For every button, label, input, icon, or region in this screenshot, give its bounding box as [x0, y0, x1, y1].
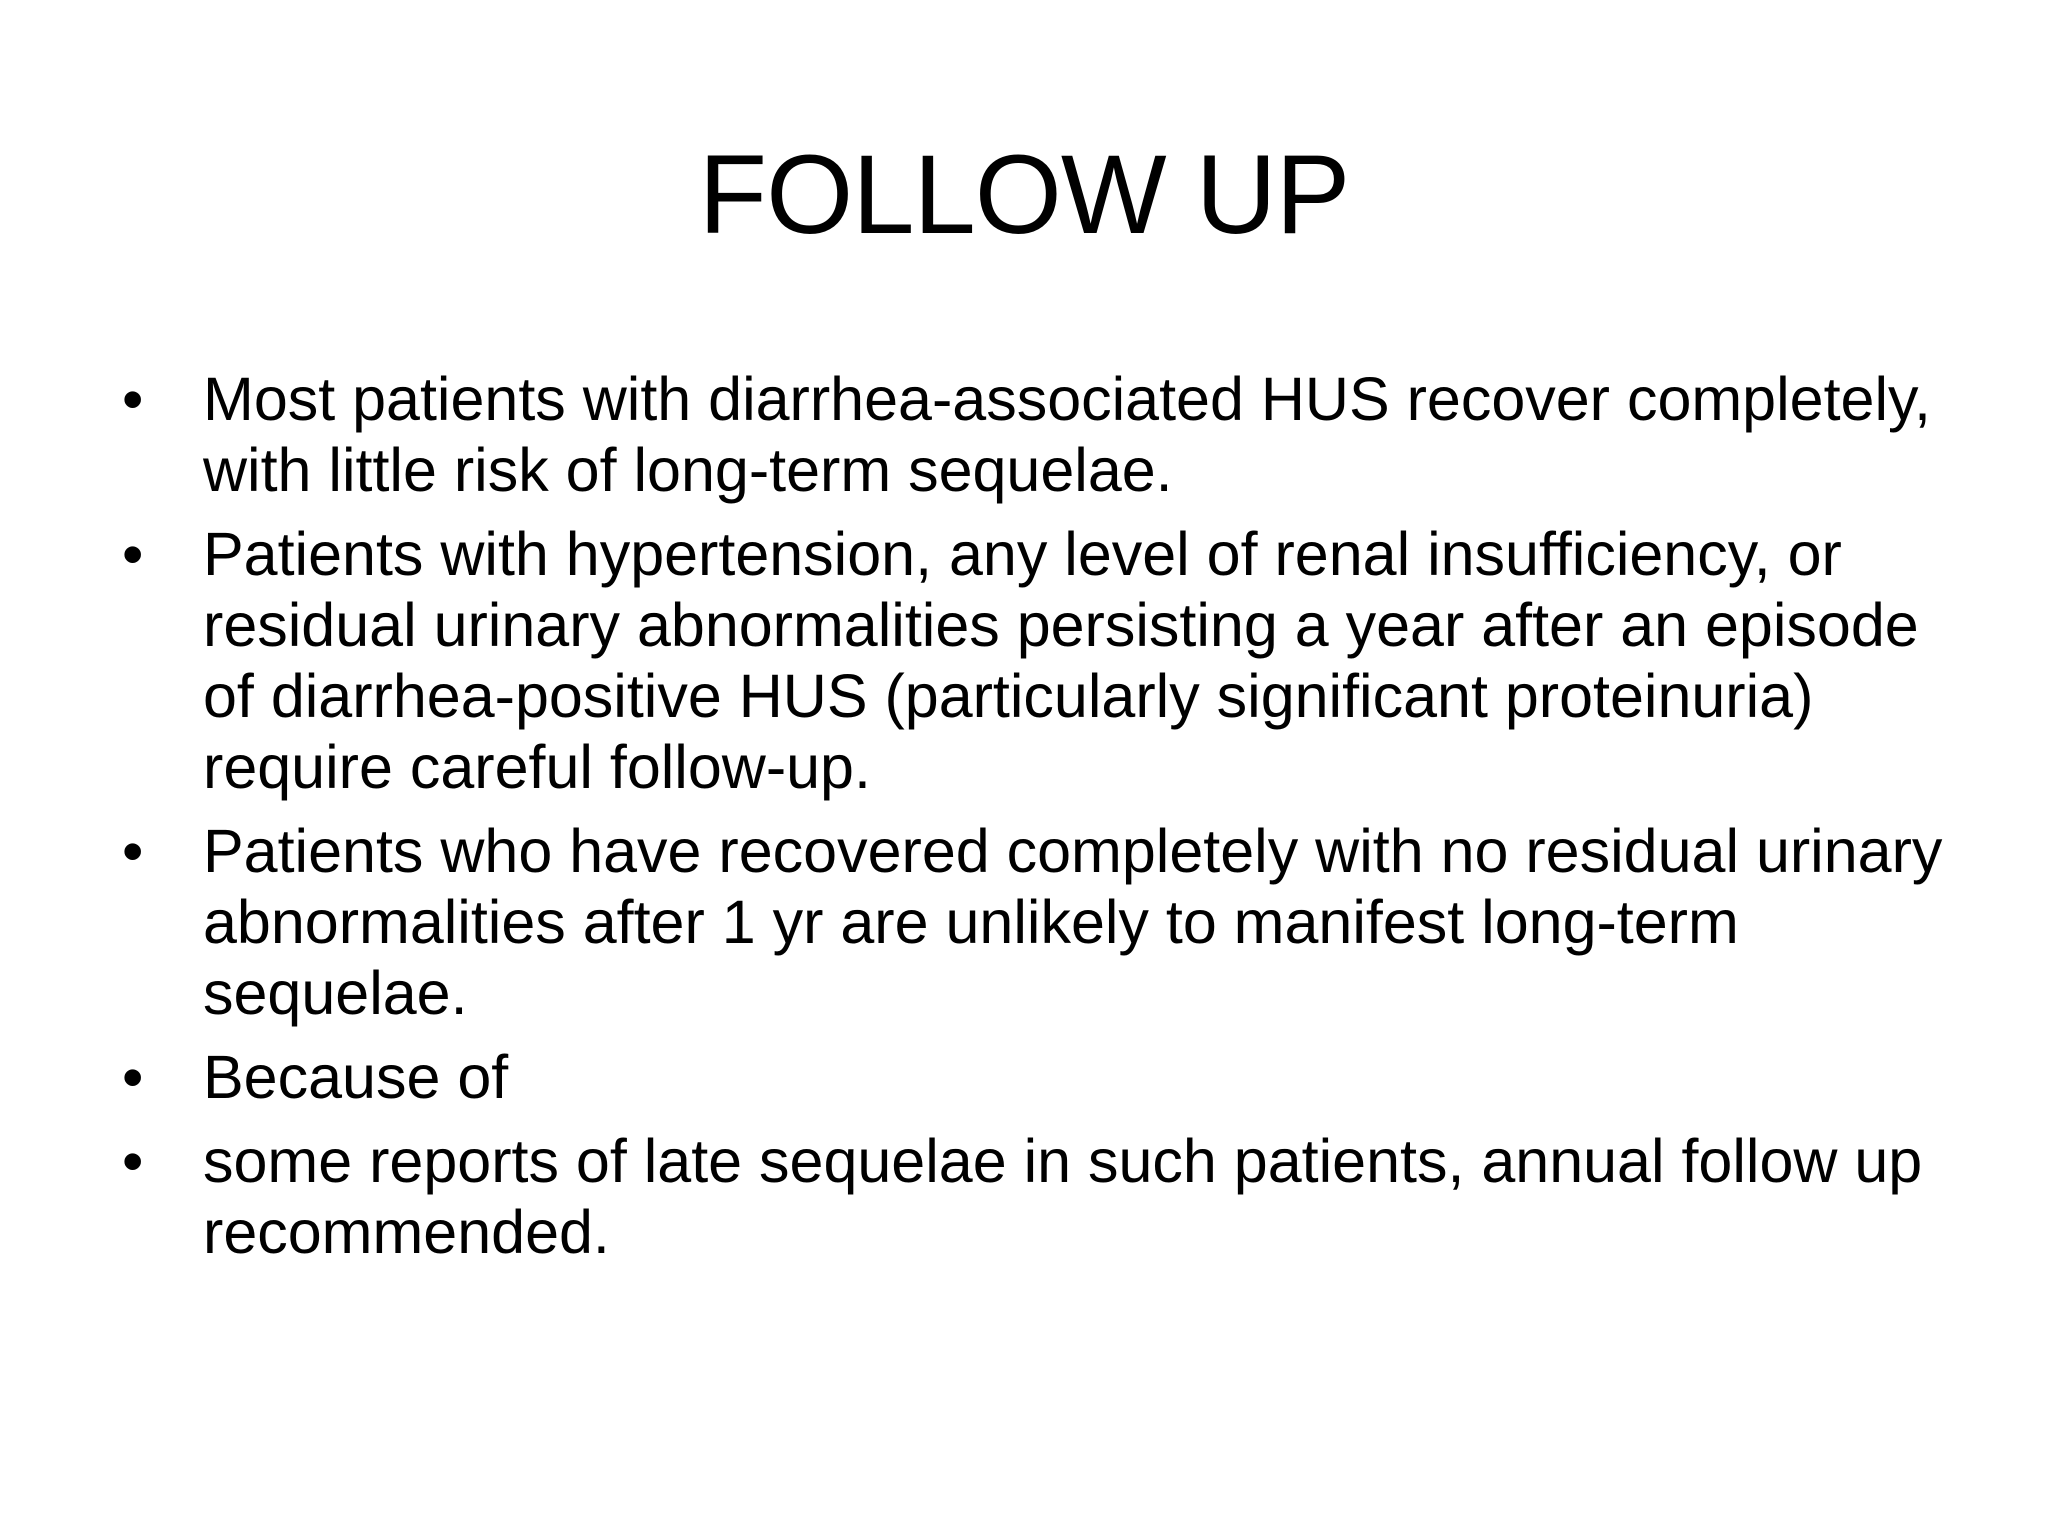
bullet-text: Patients with hypertension, any level of renal insufficiency, or residual urinary abnormalities persisting a year after an episode of diarrhea-positive HUS (particularly significant proteinuria) require careful follow-up.	[203, 520, 1919, 801]
bullet-icon: •	[122, 817, 144, 885]
bullet-item	[122, 519, 1962, 803]
bullet-text: some reports of late sequelae in such patients, annual follow up recommended.	[203, 1127, 1923, 1266]
bullet-icon: •	[122, 365, 144, 433]
bullet-item	[122, 1126, 1962, 1268]
bullet-item	[122, 364, 1962, 506]
bullet-icon: •	[122, 520, 144, 588]
bullet-item	[122, 1042, 1962, 1113]
bullet-icon: •	[122, 1127, 144, 1195]
bullet-item	[122, 816, 1962, 1029]
bullet-text: Patients who have recovered completely with no residual urinary abnormalities after 1 yr are unlikely to manifest long-term sequelae.	[203, 817, 1943, 1027]
bullet-list	[122, 364, 1962, 1281]
bullet-icon: •	[122, 1043, 144, 1111]
slide-title: FOLLOW UP	[698, 132, 1350, 257]
bullet-text: Most patients with diarrhea-associated HUS recover completely, with little risk of long-term sequelae.	[203, 365, 1931, 504]
bullet-text: Because of	[203, 1043, 509, 1111]
